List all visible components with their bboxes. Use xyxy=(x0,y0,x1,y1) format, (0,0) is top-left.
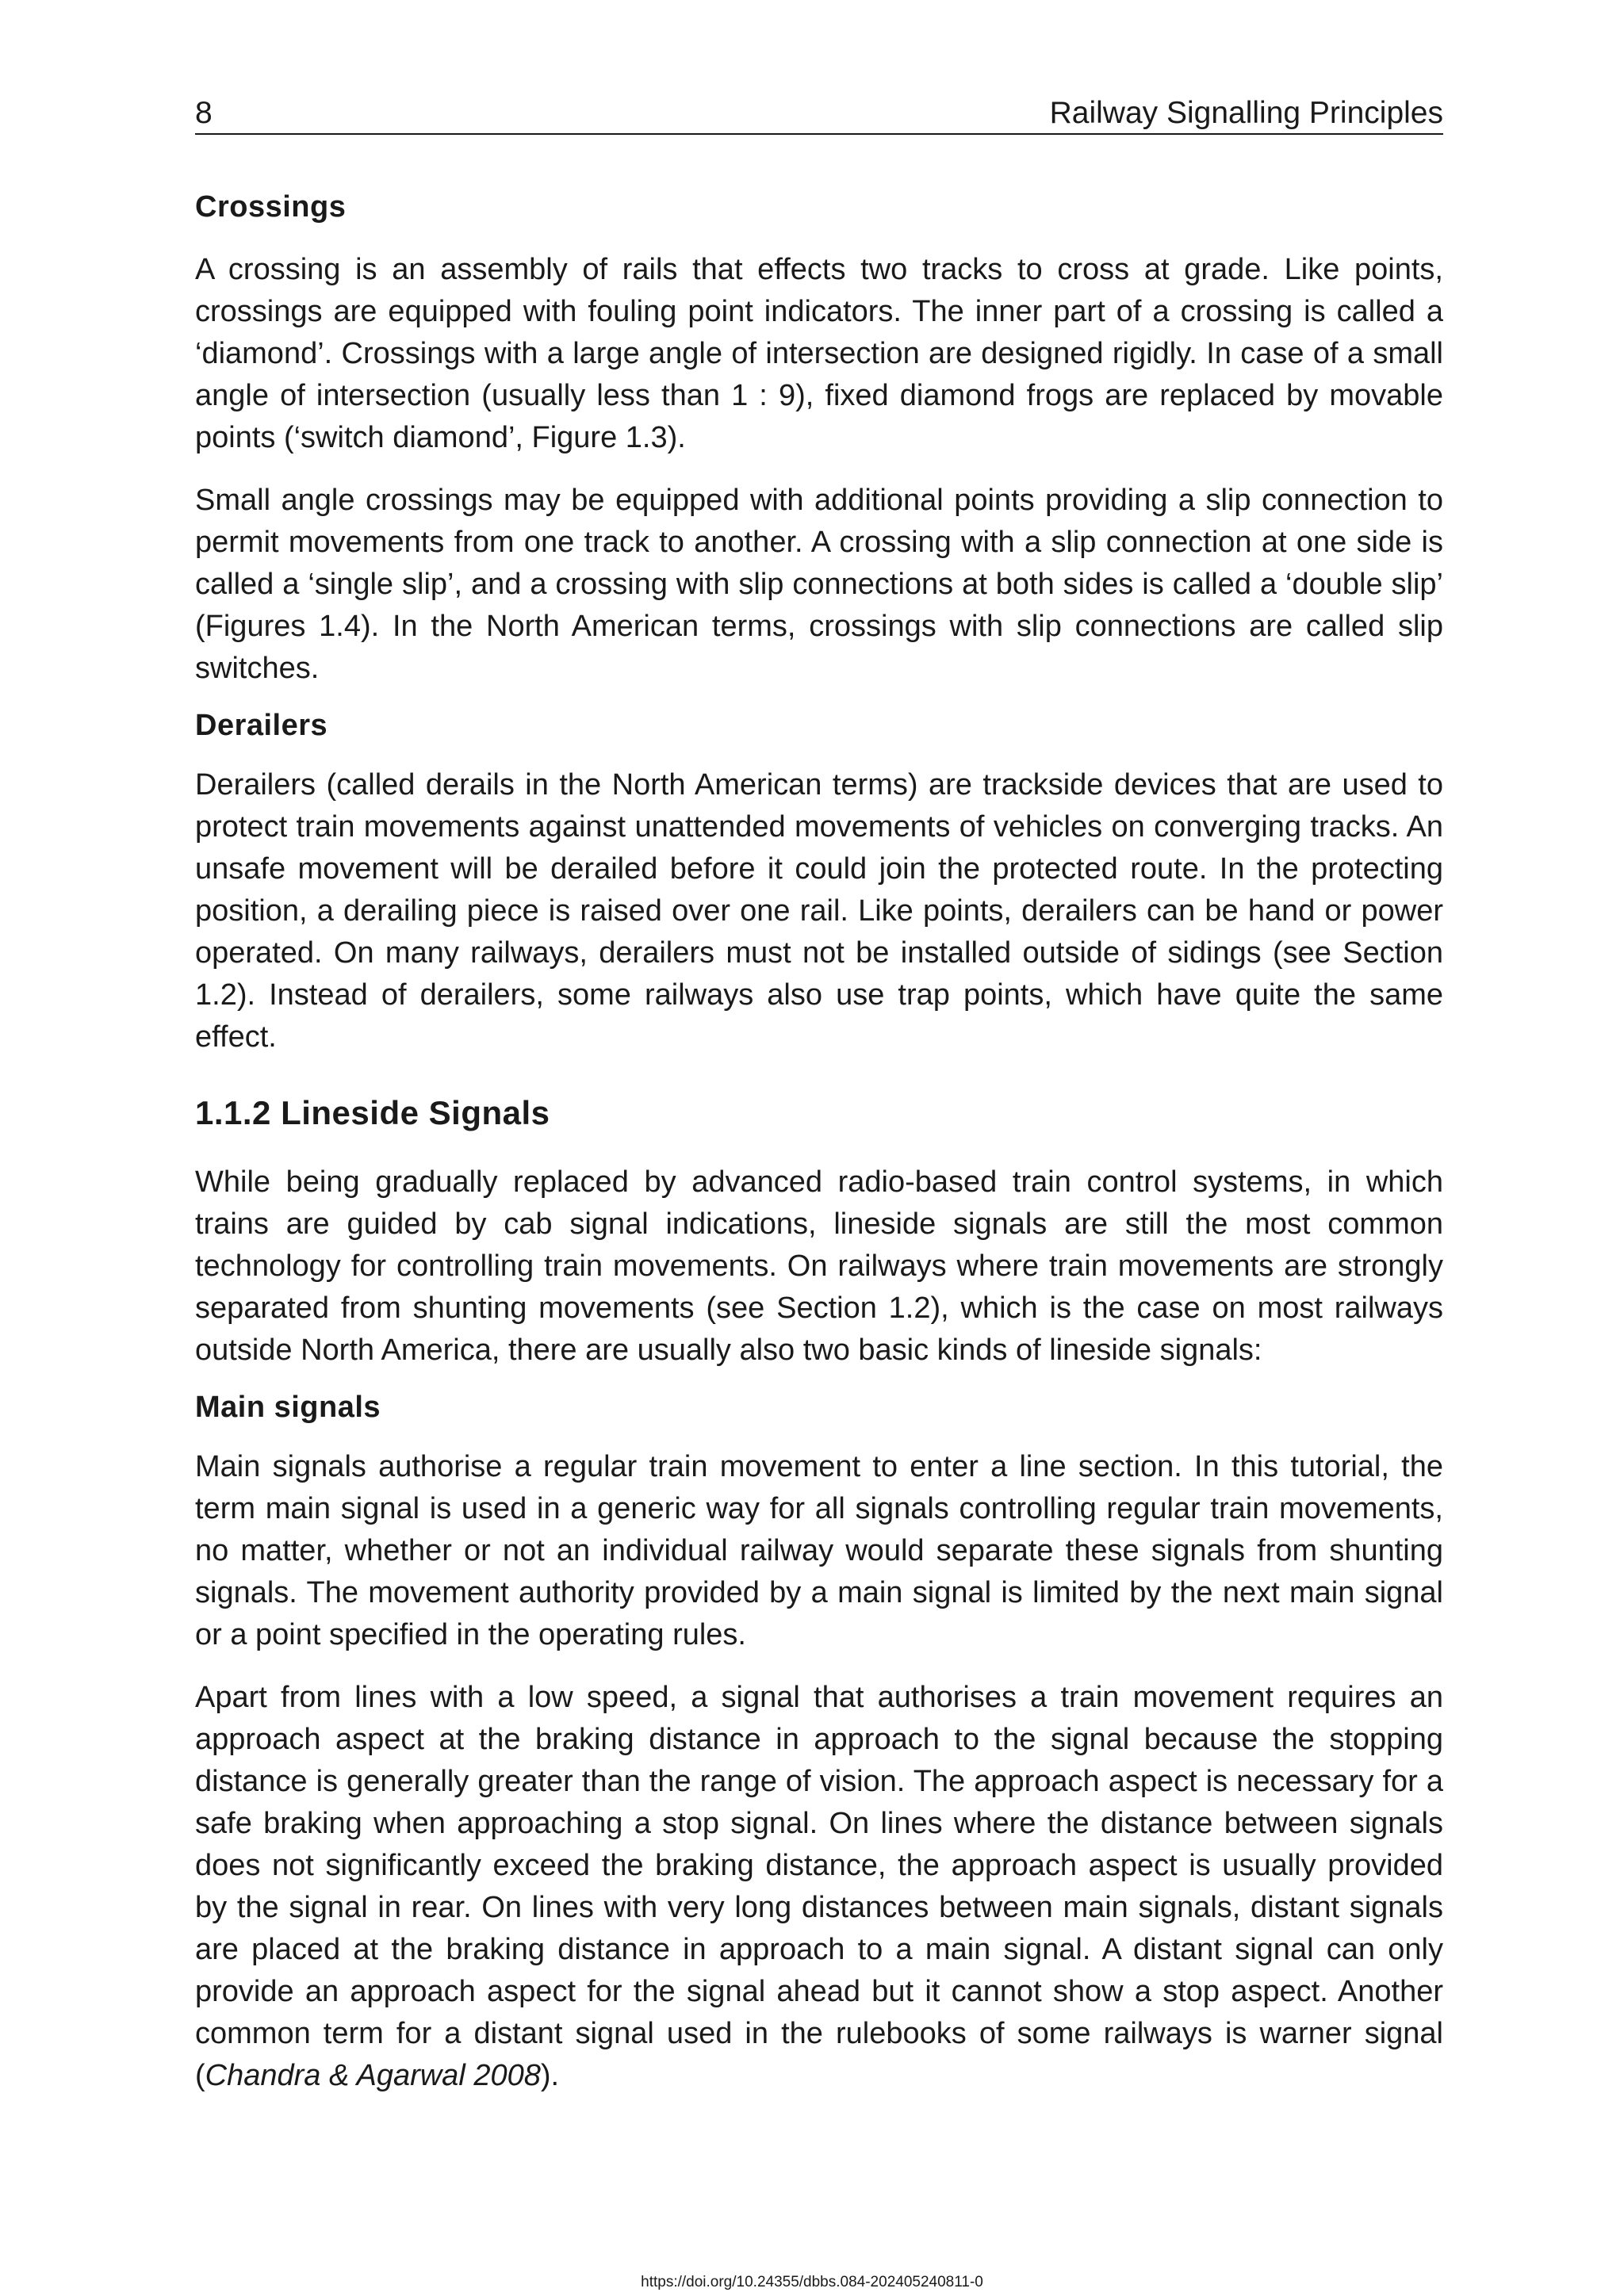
crossings-paragraph-2: Small angle crossings may be equipped with additional points providing a slip connection to permit movements from one track to another. A crossing with a slip connection at one side is called a ‘single slip’, and a crossing with slip connections at both sides is called a ‘double slip’ (Figures 1.4). In the North American terms, crossings with slip connections are called slip switches. xyxy=(195,484,1443,685)
lineside-signals-paragraph: While being gradually replaced by advanced radio-based train control systems, in which trains are guided by cab signal indications, lineside signals are still the most common technology for controlling train movements. On railways where train movements are strongly separated from shunting movements (see Section 1.2), which is the case on most railways outside North America, there are usually also two basic kinds of lineside signals: xyxy=(195,1165,1443,1367)
lineside-signals-heading: 1.1.2 Lineside Signals xyxy=(195,1094,550,1131)
citation: Chandra & Agarwal 2008 xyxy=(205,2059,541,2092)
doi-footer: https://doi.org/10.24355/dbbs.084-202405240811-0 xyxy=(641,2274,983,2290)
page xyxy=(195,95,1443,2097)
main-signals-paragraph-2-text: Apart from lines with a low speed, a signal that authorises a train movement requires an approach aspect at the braking distance in approach to the signal because the stopping distance is generally greater than the range of vision. The approach aspect is necessary for a safe braking when approaching a stop signal. On lines where the distance between signals does not significantly exceed the braking distance, the approach aspect is usually provided by the signal in rear. On lines with very long distances between main signals, distant signals are placed at the braking distance in approach to a main signal. A distant signal can only provide an approach aspect for the signal ahead but it cannot show a stop aspect. Another common term for a distant signal used in the rulebooks of some railways is warner signal ( xyxy=(195,1681,1443,2092)
running-head xyxy=(195,95,1443,135)
main-signals-heading: Main signals xyxy=(195,1391,381,1424)
crossings-paragraph-1: A crossing is an assembly of rails that effects two tracks to cross at grade. Like points, crossings are equipped with fouling point indicators. The inner part of a crossing is called a ‘diamond’. Crossings with a large angle of intersection are designed rigidly. In case of a small angle of intersection (usually less than 1 : 9), fixed diamond frogs are replaced by movable points (‘switch diamond’, Figure 1.3). xyxy=(195,253,1443,454)
derailers-paragraph: Derailers (called derails in the North American terms) are trackside devices that are used to protect train movements against unattended movements of vehicles on converging tracks. An unsafe movement will be derailed before it could join the protected route. In the protecting position, a derailing piece is raised over one rail. Like points, derailers can be hand or power operated. On many railways, derailers must not be installed outside of sidings (see Section 1.2). Instead of derailers, some railways also use trap points, which have quite the same effect. xyxy=(195,768,1443,1054)
page-number: 8 xyxy=(195,96,213,130)
derailers-heading: Derailers xyxy=(195,709,328,742)
main-signals-paragraph-1: Main signals authorise a regular train movement to enter a line section. In this tutorial, the term main signal is used in a generic way for all signals controlling regular train movements, no matter, whether or not an individual railway would separate these signals from shunting signals. The movement authority provided by a main signal is limited by the next main signal or a point specified in the operating rules. xyxy=(195,1450,1443,1651)
main-signals-paragraph-2 xyxy=(195,1677,1443,2097)
running-title: Railway Signalling Principles xyxy=(1049,96,1443,130)
main-signals-paragraph-2-end: ). xyxy=(540,2059,560,2092)
crossings-heading: Crossings xyxy=(195,190,347,224)
